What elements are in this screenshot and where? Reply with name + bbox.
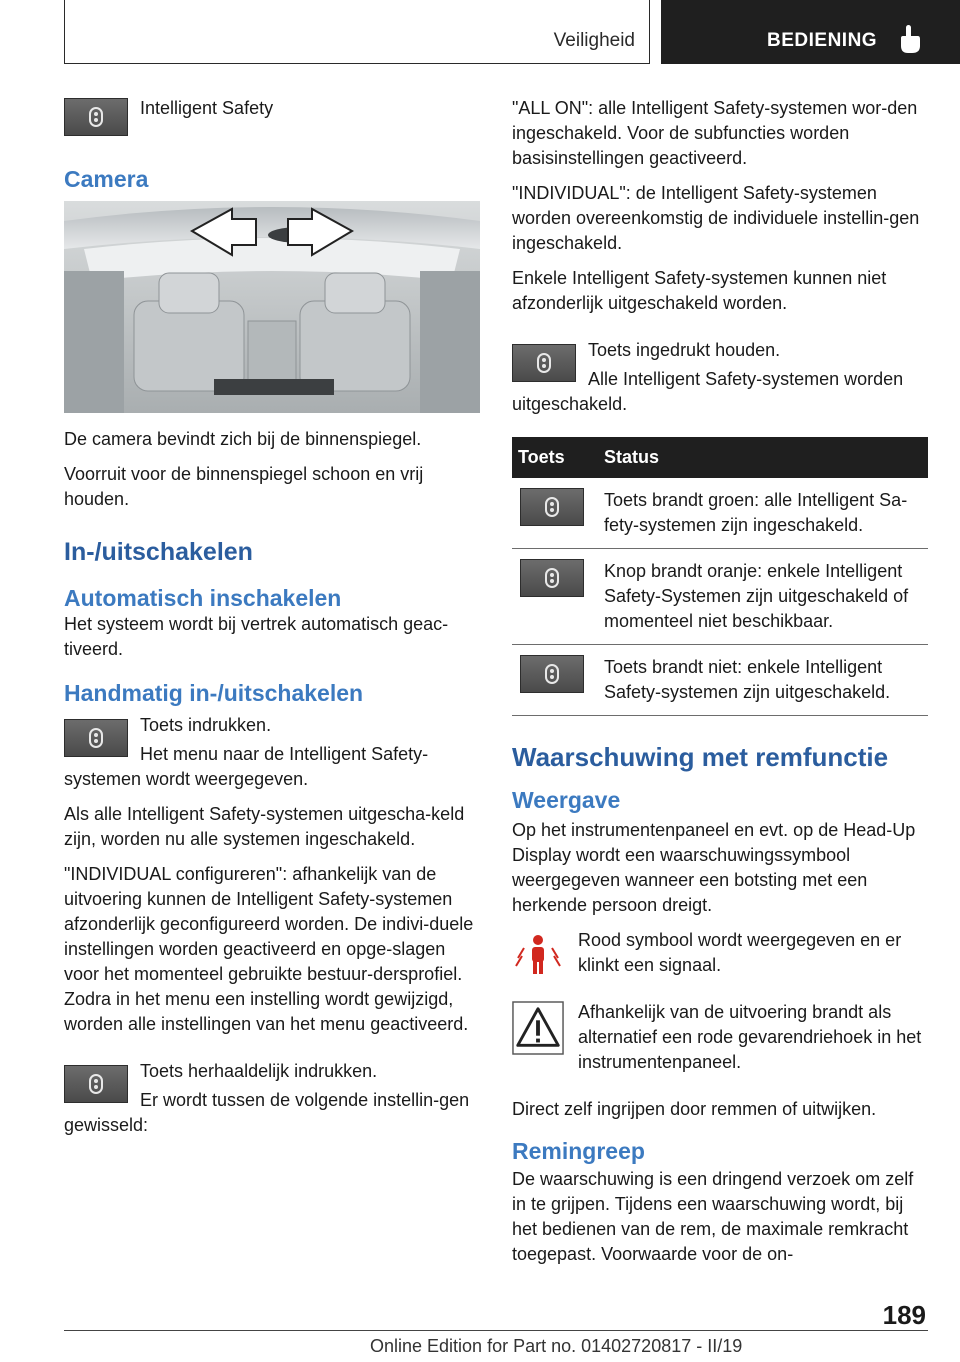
key-cell	[512, 478, 598, 549]
status-cell: Knop brandt oranje: enkele Intelligent Safety-Systemen zijn uitgeschakeld of momenteel niet beschikbaar.	[598, 549, 928, 645]
hold-text: Alle Intelligent Safety-systemen worden uitgeschakeld.	[512, 369, 904, 414]
all-off-text: Als alle Intelligent Safety-systemen uitgescha-keld zijn, worden nu alle systemen ingeschakeld.	[64, 804, 465, 849]
intro-label: Intelligent Safety	[140, 98, 274, 118]
red-symbol-text: Rood symbool wordt weergegeven en er klinkt een signaal.	[578, 930, 902, 975]
some-systems-text: Enkele Intelligent Safety-systemen kunnen niet afzonderlijk uitgeschakeld worden.	[512, 268, 887, 313]
header-chapter-label: BEDIENING	[767, 30, 878, 51]
warning-triangle-icon	[512, 1000, 564, 1056]
intelligent-safety-button-icon	[64, 1065, 128, 1103]
status-cell: Toets brandt niet: enkele Intelligent Safety-systemen zijn uitgeschakeld.	[598, 645, 928, 716]
camera-heading: Camera	[64, 166, 149, 192]
repeat-label: Toets herhaaldelijk indrukken.	[140, 1061, 378, 1081]
switch-heading	[64, 538, 480, 567]
footer-edition-text: Online Edition for Part no. 01402720817 - II/19	[370, 1336, 743, 1356]
brake-heading: Remingreep	[512, 1138, 645, 1164]
press-button-row	[64, 713, 480, 792]
hold-label: Toets ingedrukt houden.	[588, 340, 781, 360]
footer-divider	[64, 1330, 928, 1331]
auto-heading: Automatisch inschakelen	[64, 585, 342, 611]
intelligent-safety-button-icon	[520, 559, 584, 597]
header-chapter-tab	[661, 0, 960, 64]
repeat-button-row	[64, 1059, 480, 1138]
manual-heading: Handmatig in-/uitschakelen	[64, 680, 364, 706]
table-row	[512, 549, 928, 645]
pedestrian-warning-icon	[512, 928, 564, 980]
intelligent-safety-button-icon	[64, 719, 128, 757]
intelligent-safety-button-icon	[64, 98, 128, 136]
direct-text: Direct zelf ingrijpen door remmen of uitwijken.	[512, 1099, 877, 1119]
warning-heading: Waarschuwing met remfunctie	[512, 742, 889, 772]
hold-button-row	[512, 338, 928, 417]
camera-location-photo	[64, 201, 480, 413]
intelligent-safety-button-icon	[520, 488, 584, 526]
intelligent-safety-button-icon	[512, 344, 576, 382]
auto-text: Het systeem wordt bij vertrek automatisch geac-tiveerd.	[64, 614, 449, 659]
left-column	[64, 96, 480, 1148]
col-key-header: Toets	[512, 437, 598, 478]
table-row	[512, 478, 928, 549]
press-text: Het menu naar de Intelligent Safety-systemen wordt weergegeven.	[64, 744, 429, 789]
pointing-hand-icon	[897, 24, 923, 54]
right-column	[512, 96, 928, 1277]
status-table	[512, 437, 928, 716]
press-label: Toets indrukken.	[140, 715, 272, 735]
table-row	[512, 645, 928, 716]
triangle-text: Afhankelijk van de uitvoering brandt als alternatief een rode gevarendriehoek in het instrumentenpaneel.	[578, 1002, 922, 1072]
display-text: Op het instrumentenpaneel en evt. op de Head-Up Display wordt een waarschuwingssymbool weergegeven wanneer een botsting met een herkende persoon dreigt.	[512, 820, 916, 915]
display-heading: Weergave	[512, 787, 621, 813]
intelligent-safety-button-row	[64, 96, 480, 144]
status-table-header	[512, 437, 928, 478]
individual-config-text: "INDIVIDUAL configureren": afhankelijk van de uitvoering kunnen de Intelligent Safety-systemen afzonderlijk geconfigureerd worden. De indivi-duele instellingen worden geactiveerd en opge-slagen voor het momenteel gebruikte bestuur-dersprofiel. Zodra in het menu een instelling wordt gewijzigd, worden alle instellingen van het menu geactiveerd.	[64, 864, 474, 1034]
status-cell: Toets brandt groen: alle Intelligent Sa-fety-systemen zijn ingeschakeld.	[598, 478, 928, 549]
camera-paragraph-1: De camera bevindt zich bij de binnenspiegel.	[64, 429, 422, 449]
col-status-header: Status	[598, 437, 928, 478]
intelligent-safety-button-icon	[520, 655, 584, 693]
key-cell	[512, 645, 598, 716]
header-section-label: Veiligheid	[553, 30, 635, 51]
key-cell	[512, 549, 598, 645]
camera-paragraph-2: Voorruit voor de binnenspiegel schoon en vrij houden.	[64, 464, 424, 509]
red-symbol-row	[512, 928, 928, 988]
brake-text: De waarschuwing is een dringend verzoek om zelf in te grijpen. Tijdens een waarschuwing wordt, bij het bedienen van de rem, de maximale remkracht toegepast. Voorwaarde voor de on-	[512, 1169, 914, 1264]
header-section-box	[64, 0, 650, 64]
repeat-text: Er wordt tussen de volgende instellin-gen gewisseld:	[64, 1090, 470, 1135]
individual-text: "INDIVIDUAL": de Intelligent Safety-systemen worden overeenkomstig de individuele instellin-gen ingeschakeld.	[512, 183, 920, 253]
page-number: 189	[882, 1300, 926, 1330]
switch-heading-text: In-/uitschakelen	[64, 538, 253, 566]
all-on-text: "ALL ON": alle Intelligent Safety-systemen wor-den ingeschakeld. Voor de subfuncties worden basisinstellingen geactiveerd.	[512, 98, 918, 168]
footer-edition	[370, 1336, 742, 1357]
triangle-row	[512, 1000, 928, 1085]
